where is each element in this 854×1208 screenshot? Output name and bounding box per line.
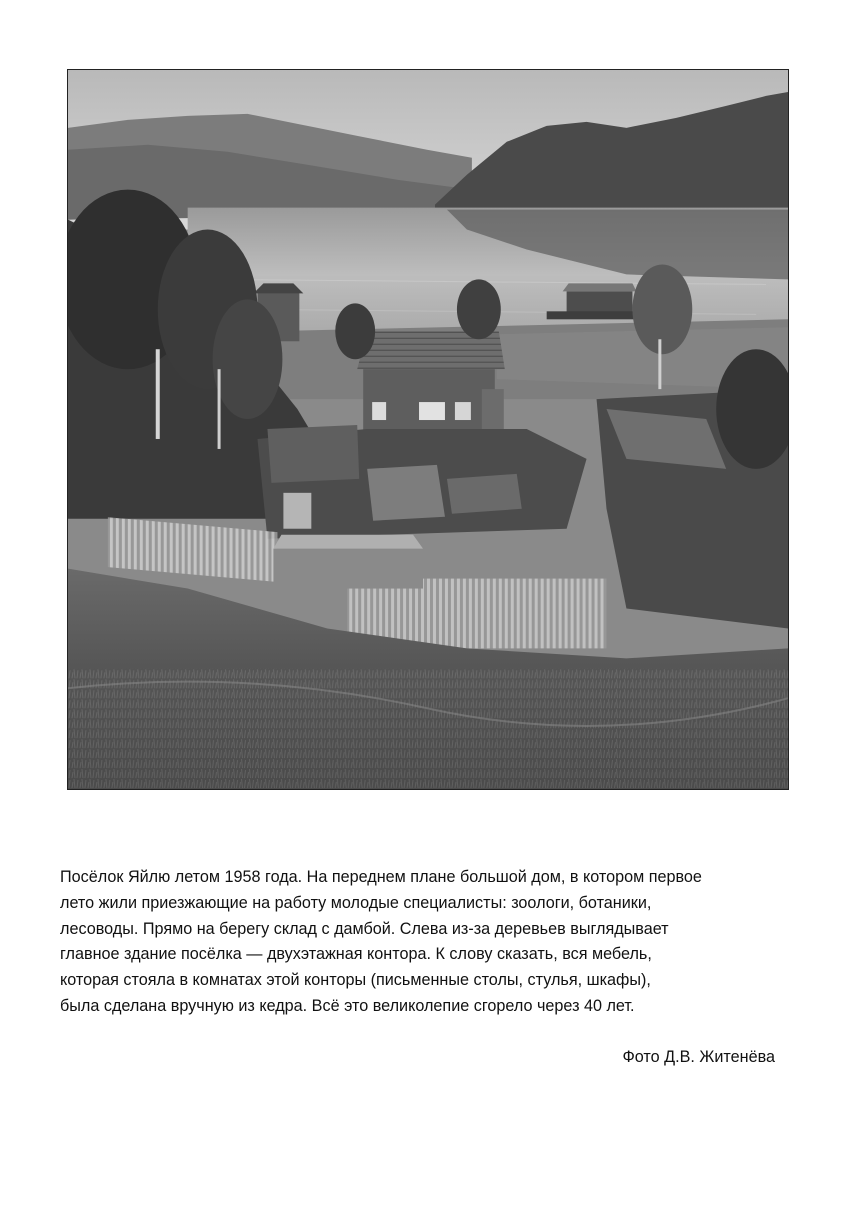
- fence: [108, 517, 278, 582]
- caption-line: лесоводы. Прямо на берегу склад с дамбой. Слева из-за деревьев выглядывает: [60, 919, 669, 938]
- barn: [273, 549, 423, 589]
- caption-line: главное здание посёлка — двухэтажная контора. К слову сказать, вся мебель,: [60, 945, 652, 964]
- caption-line: которая стояла в комнатах этой конторы (письменные столы, стулья, шкафы),: [60, 971, 651, 990]
- house-window: [455, 402, 471, 420]
- main-house: [363, 369, 495, 431]
- grass: [68, 668, 788, 789]
- birch-tree: [213, 299, 283, 419]
- shed-roof: [367, 465, 445, 521]
- photo-caption: [60, 865, 800, 1020]
- house-window: [372, 402, 386, 420]
- photo-credit: Фото Д.В. Житенёва: [622, 1048, 775, 1066]
- historical-photo: [67, 69, 789, 790]
- dam: [547, 311, 647, 319]
- caption-line: Посёлок Яйлю летом 1958 года. На переднем плане большой дом, в котором первое: [60, 868, 702, 886]
- birch-tree: [632, 264, 692, 354]
- tree: [457, 279, 501, 339]
- tree: [335, 303, 375, 359]
- outhouse: [283, 493, 311, 529]
- house-window: [419, 402, 445, 420]
- caption-line: лето жили приезжающие на работу молодые специалисты: зоологи, ботаники,: [60, 893, 652, 912]
- caption-line: была сделана вручную из кедра. Всё это великолепие сгорело через 40 лет.: [60, 996, 635, 1015]
- village-lake-photo: [68, 70, 788, 789]
